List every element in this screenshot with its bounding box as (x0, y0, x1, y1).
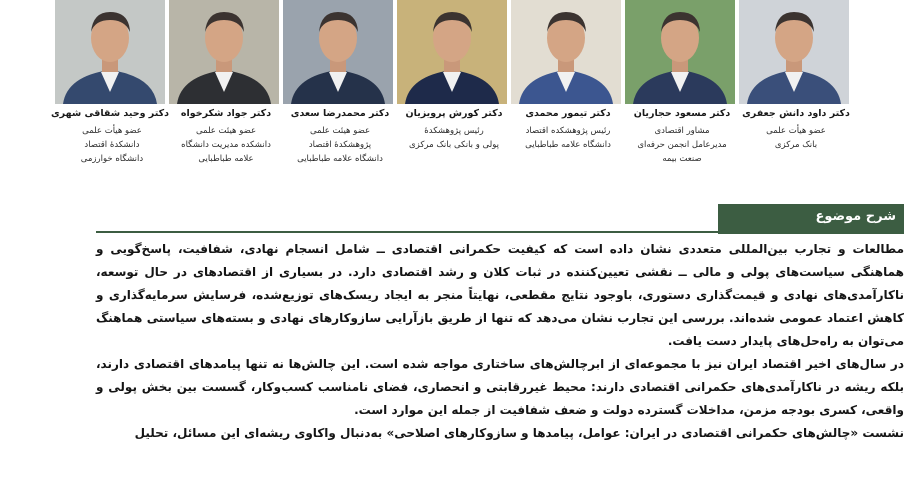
speaker-name: دکتر وحید شقاقی شهری (50, 108, 169, 119)
speaker-card (625, 0, 739, 166)
speaker-name: دکتر تیمور محمدی (525, 108, 611, 119)
speaker-name: دکتر جواد شکرخواه (180, 108, 272, 119)
paragraph-2: در سال‌های اخیر اقتصاد ایران نیز با مجموعه‌ای از ابرچالش‌های ساختاری مواجه شده است. این چالش‌ها نه تنها پیامدهای اقتصادی دارند، بلکه ریشه در ناکارآمدی‌های حکمرانی اقتصادی دارند: محیط غیررقابتی و انحصاری، فضای نامناسب کسب‌وکار، گسست بین بخش پولی و واقعی، کسری بودجه مزمن، مداخلات گسترده دولت و ضعف شفافیت از جمله این موارد است. (96, 357, 904, 417)
speaker-name: دکتر کورش پرویزیان (405, 108, 503, 119)
speaker-card (169, 0, 283, 166)
speaker-photo (169, 0, 283, 104)
speaker-photo (511, 0, 625, 104)
speaker-photo (625, 0, 739, 104)
speaker-photo (55, 0, 169, 104)
speaker-role: رئیس پژوهشکده اقتصاد دانشگاه علامه طباطبایی (525, 126, 611, 150)
speaker-photo (397, 0, 511, 104)
speaker-card (511, 0, 625, 152)
paragraph-3: نشست «چالش‌های حکمرانی اقتصادی در ایران: عوامل، پیامدها و سازوکارهای اصلاحی» به‌دنبال واکاوی ریشه‌ای این مسائل، تحلیل (134, 426, 904, 440)
speaker-role: عضو هیئت علمی دانشکده مدیریت دانشگاه علامه طباطبایی (181, 126, 271, 164)
speaker-card (283, 0, 397, 166)
section-title: شرح موضوع (815, 209, 896, 224)
section-divider (96, 231, 718, 233)
speaker-card (397, 0, 511, 152)
speaker-photo (739, 0, 853, 104)
speaker-role: عضو هیأت علمی دانشکدهٔ اقتصاد دانشگاه خوارزمی (80, 126, 144, 164)
speaker-card (739, 0, 853, 152)
speaker-name: دکتر مسعود حجاریان (633, 108, 731, 119)
body-text (96, 238, 904, 445)
speaker-name: دکتر داود دانش جعفری (742, 108, 850, 119)
speaker-role: رئیس پژوهشکدهٔ پولی و بانکی بانک مرکزی (408, 126, 499, 150)
speaker-role: عضو هیأت علمی بانک مرکزی (766, 126, 826, 150)
speaker-role: مشاور اقتصادی مدیرعامل انجمن حرفه‌ای صنعت بیمه (637, 126, 727, 164)
section-header (718, 204, 904, 234)
speaker-role: عضو هیئت علمی پژوهشکدهٔ اقتصاد دانشگاه علامه طباطبایی (297, 126, 383, 164)
speaker-name: دکتر محمدرضا سعدی (290, 108, 390, 119)
speaker-photo (283, 0, 397, 104)
paragraph-1: مطالعات و تجارب بین‌المللی متعددی نشان داده است که کیفیت حکمرانی اقتصادی ــ شامل انسجام نهادی، شفافیت، پاسخ‌گویی و هماهنگی سیاست‌های پولی و مالی ــ نقشی تعیین‌کننده در ثبات کلان و رشد اقتصادی دارد. در بسیاری از اقتصادهای در حال توسعه، ناکارآمدی‌های نهادی و قیمت‌گذاری دستوری، باوجود نتایج مقطعی، نهایتاً منجر به ایجاد ریسک‌های توزیع‌شده، فرسایش سرمایه‌گذاری و کاهش اعتماد عمومی شده‌اند. بررسی این تجارب نشان می‌دهد که تنها از طریق بازآرایی سازوکارهای نهادی و بسته‌های سیاستی هماهنگ می‌توان به راه‌حل‌های پایدار دست یافت. (96, 242, 904, 348)
speaker-card (50, 0, 169, 166)
